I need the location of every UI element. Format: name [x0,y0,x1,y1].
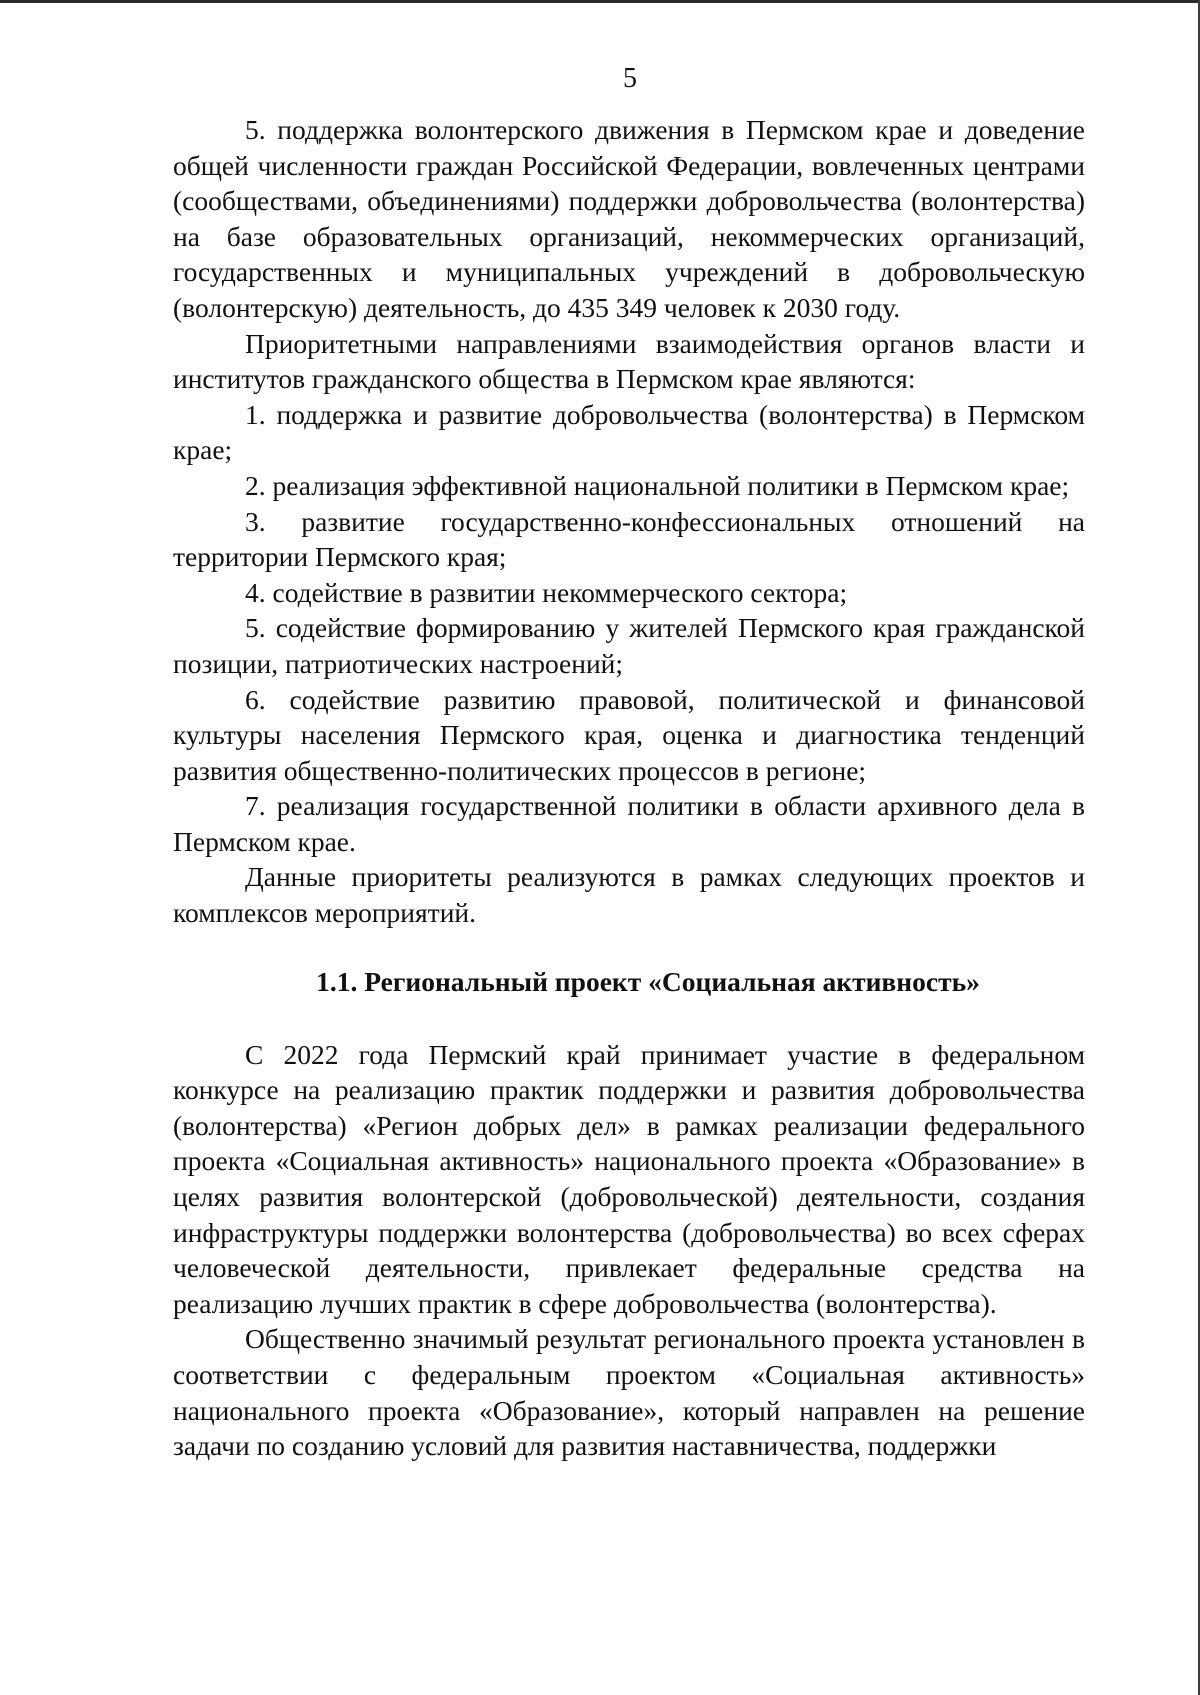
priority-item-2: 2. реализация эффективной национальной политики в Пермском крае; [245,469,1070,501]
scan-border-top [0,0,1200,3]
paragraph-project-result: Общественно значимый результат регионального проекта установлен в соответствии с федеральным проектом «Социальная активность» национального проекта «Образование», который направлен на решение задачи по созданию условий для развития наставничества, поддержки [173,1323,1085,1462]
section-heading: 1.1. Региональный проект «Социальная активность» [316,965,980,997]
priority-item-3: 3. развитие государственно-конфессиональных отношений на территории Пермского края; [173,505,1085,573]
paragraph-volunteer-goal: 5. поддержка волонтерского движения в Пермском крае и доведение общей численности граждан Российской Федерации, вовлеченных центрами (сообществами, объединениями) поддержки добровольчества (волонтерства) на базе образовательных организаций, некоммерческих организаций, государственных и муниципальных учреждений в добровольческую (волонтерскую) деятельность, до 435 349 человек к 2030 году. [173,114,1085,323]
priority-item-5: 5. содействие формированию у жителей Пермского края гражданской позиции, патриотических настроений; [173,612,1085,679]
paragraph-priorities-implementation: Данные приоритеты реализуются в рамках следующих проектов и комплексов мероприятий. [173,861,1085,929]
document-body [173,112,1085,1464]
paragraph-region-good-deeds: С 2022 года Пермский край принимает участие в федеральном конкурсе на реализацию практик поддержки и развития добровольчества (волонтерства) «Регион добрых дел» в рамках реализации федерального проекта «Социальная активность» национального проекта «Образование» в целях развития волонтерской (добровольческой) деятельности, создания инфраструктуры поддержки волонтерства (добровольчества) во всех сферах человеческой деятельности, привлекает федеральные средства на реализацию лучших практик в сфере добровольчества (волонтерства). [173,1038,1085,1319]
priority-item-7: 7. реализация государственной политики в области архивного дела в Пермском крае. [173,790,1085,857]
priority-item-1: 1. поддержка и развитие добровольчества (волонтерства) в Пермском крае; [173,398,1085,466]
priority-item-6: 6. содействие развитию правовой, политической и финансовой культуры населения Пермского края, оценка и диагностика тенденций развития общественно-политических процессов в регионе; [173,683,1085,786]
page-number: 5 [623,63,637,94]
paragraph-priorities-intro: Приоритетными направлениями взаимодействия органов власти и институтов гражданского общества в Пермском крае являются: [173,327,1085,395]
priority-item-4: 4. содействие в развитии некоммерческого сектора; [245,576,848,608]
